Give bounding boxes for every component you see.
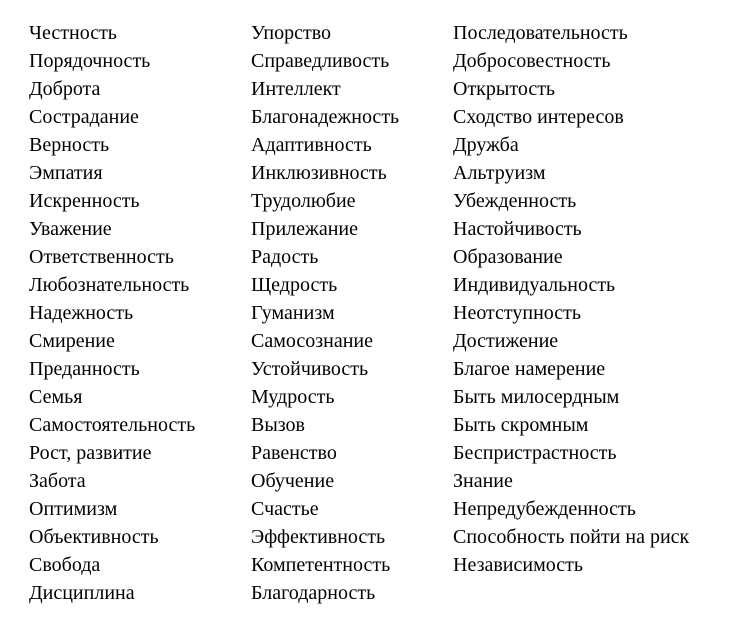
value-item: Благое намерение bbox=[453, 358, 606, 380]
values-column-3 bbox=[453, 19, 689, 579]
value-item: Непредубежденность bbox=[453, 498, 636, 520]
value-item: Оптимизм bbox=[29, 498, 118, 520]
value-item: Дружба bbox=[453, 134, 519, 156]
value-item: Благонадежность bbox=[251, 106, 400, 128]
value-item: Забота bbox=[29, 470, 86, 492]
value-item: Интеллект bbox=[251, 78, 341, 100]
values-column-1 bbox=[29, 19, 195, 607]
value-item: Последовательность bbox=[453, 22, 628, 44]
value-item: Сострадание bbox=[29, 106, 139, 128]
value-item: Инклюзивность bbox=[251, 162, 387, 184]
value-item: Любознательность bbox=[29, 274, 190, 296]
value-item: Быть скромным bbox=[453, 414, 589, 436]
value-item: Доброта bbox=[29, 78, 101, 100]
value-item: Смирение bbox=[29, 330, 115, 352]
value-item: Семья bbox=[29, 386, 83, 408]
value-item: Радость bbox=[251, 246, 319, 268]
value-item: Достижение bbox=[453, 330, 559, 352]
value-item: Вызов bbox=[251, 414, 306, 436]
value-item: Настойчивость bbox=[453, 218, 582, 240]
value-item: Трудолюбие bbox=[251, 190, 356, 212]
value-item: Образование bbox=[453, 246, 563, 268]
value-item: Обучение bbox=[251, 470, 335, 492]
value-item: Щедрость bbox=[251, 274, 338, 296]
value-item: Беспристрастность bbox=[453, 442, 617, 464]
value-item: Уважение bbox=[29, 218, 112, 240]
value-item: Быть милосердным bbox=[453, 386, 620, 408]
value-item: Убежденность bbox=[453, 190, 577, 212]
value-item: Эффективность bbox=[251, 526, 386, 548]
value-item: Честность bbox=[29, 22, 117, 44]
value-item: Свобода bbox=[29, 554, 101, 576]
value-item: Открытость bbox=[453, 78, 556, 100]
value-item: Индивидуальность bbox=[453, 274, 616, 296]
value-item: Сходство интересов bbox=[453, 106, 624, 128]
value-item: Добросовестность bbox=[453, 50, 611, 72]
value-item: Искренность bbox=[29, 190, 140, 212]
value-item: Независимость bbox=[453, 554, 583, 576]
value-item: Неотступность bbox=[453, 302, 582, 324]
value-item: Дисциплина bbox=[29, 582, 135, 604]
value-item: Прилежание bbox=[251, 218, 358, 240]
value-item: Преданность bbox=[29, 358, 140, 380]
value-item: Надежность bbox=[29, 302, 134, 324]
value-item: Верность bbox=[29, 134, 110, 156]
value-item: Эмпатия bbox=[29, 162, 103, 184]
values-column-2 bbox=[251, 19, 399, 607]
value-item: Благодарность bbox=[251, 582, 376, 604]
value-item: Порядочность bbox=[29, 50, 151, 72]
value-item: Компетентность bbox=[251, 554, 391, 576]
value-item: Ответственность bbox=[29, 246, 174, 268]
value-item: Равенство bbox=[251, 442, 337, 464]
value-item: Самостоятельность bbox=[29, 414, 196, 436]
value-item: Устойчивость bbox=[251, 358, 369, 380]
value-item: Мудрость bbox=[251, 386, 335, 408]
value-item: Объективность bbox=[29, 526, 159, 548]
value-item: Справедливость bbox=[251, 50, 390, 72]
value-item: Упорство bbox=[251, 22, 332, 44]
value-item: Самосознание bbox=[251, 330, 374, 352]
value-item: Адаптивность bbox=[251, 134, 372, 156]
value-item: Способность пойти на риск bbox=[453, 526, 690, 548]
value-item: Знание bbox=[453, 470, 513, 492]
value-item: Счастье bbox=[251, 498, 319, 520]
value-item: Гуманизм bbox=[251, 302, 335, 324]
value-item: Альтруизм bbox=[453, 162, 546, 184]
value-item: Рост, развитие bbox=[29, 442, 152, 464]
